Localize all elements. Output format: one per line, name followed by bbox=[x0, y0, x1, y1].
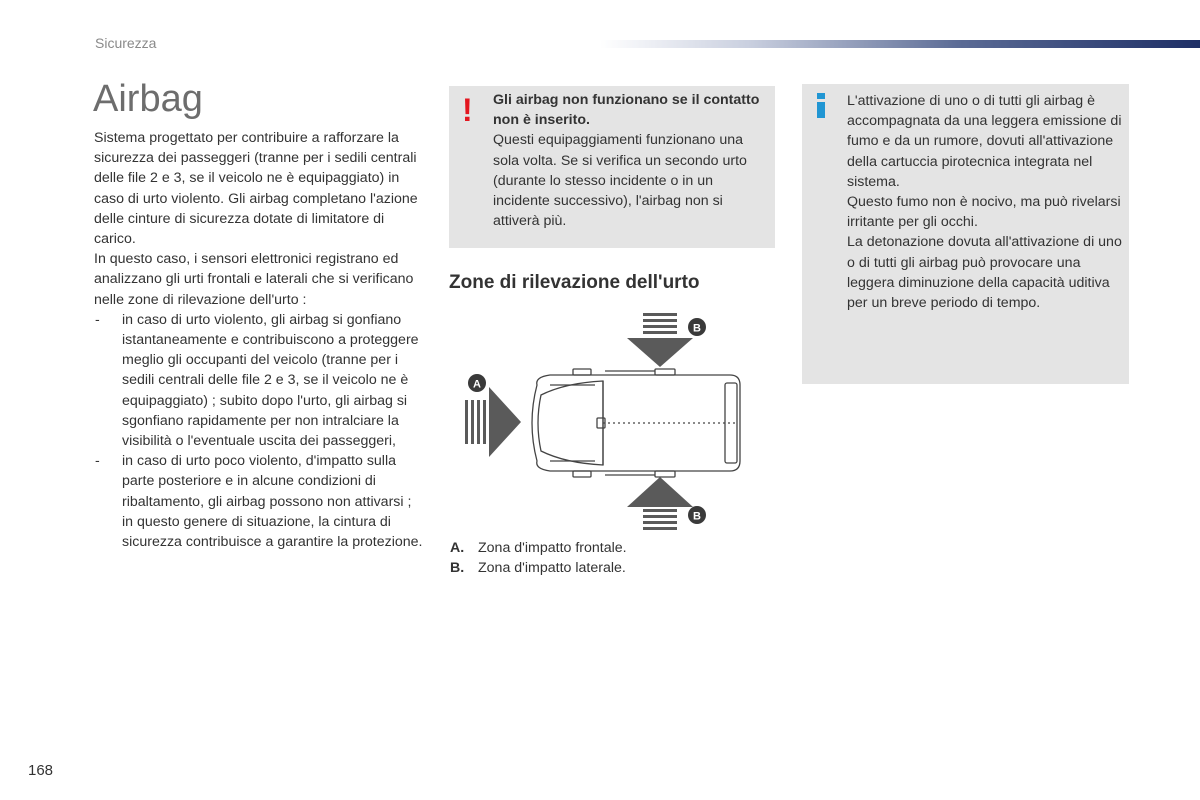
info-text bbox=[847, 91, 1127, 313]
legend-text: Zona d'impatto laterale. bbox=[478, 560, 626, 577]
badge-b-top-label: B bbox=[693, 322, 701, 335]
diagram-legend bbox=[450, 538, 627, 578]
zones-heading: Zone di rilevazione dell'urto bbox=[449, 272, 700, 293]
impact-zones-diagram bbox=[455, 305, 775, 535]
side-impact-arrow-top bbox=[627, 313, 693, 367]
info-icon bbox=[816, 93, 826, 118]
legend-key: A. bbox=[450, 540, 465, 556]
legend-key: B. bbox=[450, 560, 465, 577]
badge-b-top bbox=[688, 318, 706, 336]
warning-icon: ! bbox=[462, 92, 473, 128]
page-number: 168 bbox=[28, 762, 54, 779]
badge-a-label: A bbox=[473, 378, 481, 391]
warning-text bbox=[493, 90, 769, 231]
intro-paragraph-1: Sistema progettato per contribuire a rafforzare la sicurezza dei passeggeri (tranne per i sedili centrali delle file 2 e 3, se il veicolo ne è equipaggiato) in caso di urto violento. Gli airbag completano l'azione delle cinture di sicurezza dotate di limitatore di carico. bbox=[94, 130, 418, 248]
header-decoration-bar bbox=[600, 40, 1200, 48]
warning-title: Gli airbag non funzionano se il contatto non è inserito. bbox=[493, 92, 760, 129]
bullet-item bbox=[94, 310, 424, 451]
info-box bbox=[802, 84, 1129, 384]
intro-paragraph-2: In questo caso, i sensori elettronici registrano ed analizzano gli urti frontali e laterali che si verificano nelle zone di rilevazione dell'urto : bbox=[94, 251, 414, 308]
info-paragraph-1: L'attivazione di uno o di tutti gli airbag è accompagnata da una leggera emissione di fumo e da un rumore, dovuti all'attivazione della cartuccia pirotecnica integrata nel sistema. bbox=[847, 93, 1122, 190]
section-label: Sicurezza bbox=[95, 35, 157, 51]
bullet-item bbox=[94, 451, 424, 552]
page-title: Airbag bbox=[93, 78, 203, 120]
side-impact-arrow-bottom bbox=[627, 477, 693, 530]
bullet-text: in caso di urto poco violento, d'impatto sulla parte posteriore e in alcune condizioni di ribaltamento, gli airbag possono non attivarsi ; in questo genere di situazione, la cintura di sicurezza contribuisce a garantire la protezione. bbox=[122, 453, 423, 551]
legend-text: Zona d'impatto frontale. bbox=[478, 540, 627, 556]
legend-row bbox=[450, 558, 627, 578]
legend-row bbox=[450, 538, 627, 558]
badge-a bbox=[468, 374, 486, 392]
info-paragraph-3: La detonazione dovuta all'attivazione di uno o di tutti gli airbag può provocare una leggera diminuzione della capacità uditiva per un breve periodo di tempo. bbox=[847, 234, 1122, 312]
bullet-text: in caso di urto violento, gli airbag si gonfiano istantaneamente e contribuiscono a proteggere meglio gli occupanti del veicolo (tranne per i sedili centrali delle file 2 e 3, se il veicolo ne è equipaggiato) ; subito dopo l'urto, gli airbag si sgonfiano rapidamente per non intralciare la visibilità o l'eventuale uscita dei passeggeri, bbox=[122, 311, 419, 450]
warning-body: Questi equipaggiamenti funzionano una sola volta. Se si verifica un secondo urto (durante lo stesso incidente o in un incidente successivo), l'airbag non si attiverà più. bbox=[493, 132, 747, 230]
badge-b-bottom bbox=[688, 506, 706, 524]
bullet-dash: - bbox=[95, 453, 100, 470]
info-paragraph-2: Questo fumo non è nocivo, ma può rivelarsi irritante per gli occhi. bbox=[847, 194, 1121, 231]
bullet-dash: - bbox=[95, 311, 100, 328]
vehicle-top-view bbox=[532, 369, 740, 477]
front-impact-arrow bbox=[465, 387, 521, 457]
warning-box bbox=[449, 86, 775, 248]
badge-b-bottom-label: B bbox=[693, 510, 701, 523]
intro-column bbox=[94, 128, 424, 552]
